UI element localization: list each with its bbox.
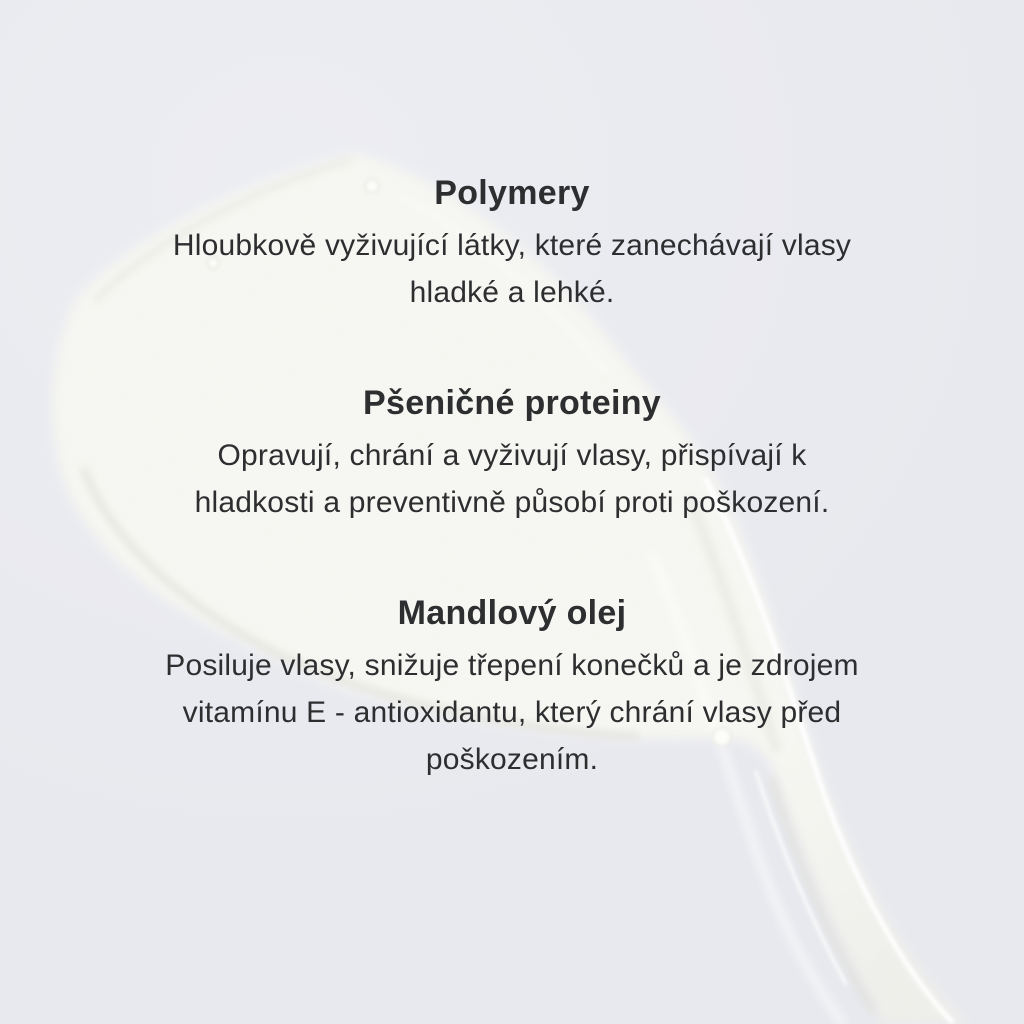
ingredient-description-line: vitamínu E - antioxidantu, který chrání vlasy před: [182, 696, 842, 729]
ingredient-description: [0, 642, 1024, 783]
ingredient-description: [0, 222, 1024, 316]
ingredient-heading: Pšeničné proteiny: [363, 384, 661, 422]
ingredient-description-line: hladké a lehké.: [409, 276, 615, 309]
ingredient-heading: Mandlový olej: [397, 594, 627, 632]
ingredient-description-line: Hloubkově vyživující látky, které zanechávají vlasy: [172, 229, 852, 262]
ingredient-description-line: poškozením.: [425, 743, 599, 776]
ingredient-description: [0, 432, 1024, 526]
ingredient-description-line: hladkosti a preventivně působí proti poškození.: [194, 486, 830, 519]
ingredient-section-polymery: [0, 174, 1024, 316]
ingredient-section-mandlovy-olej: [0, 594, 1024, 783]
ingredient-heading: Polymery: [434, 174, 590, 212]
ingredient-description-line: Opravují, chrání a vyživují vlasy, přispívají k: [217, 439, 807, 472]
ingredient-description-line: Posiluje vlasy, snižuje třepení konečků a je zdrojem: [165, 649, 859, 682]
ingredient-section-psenicne-proteiny: [0, 384, 1024, 526]
